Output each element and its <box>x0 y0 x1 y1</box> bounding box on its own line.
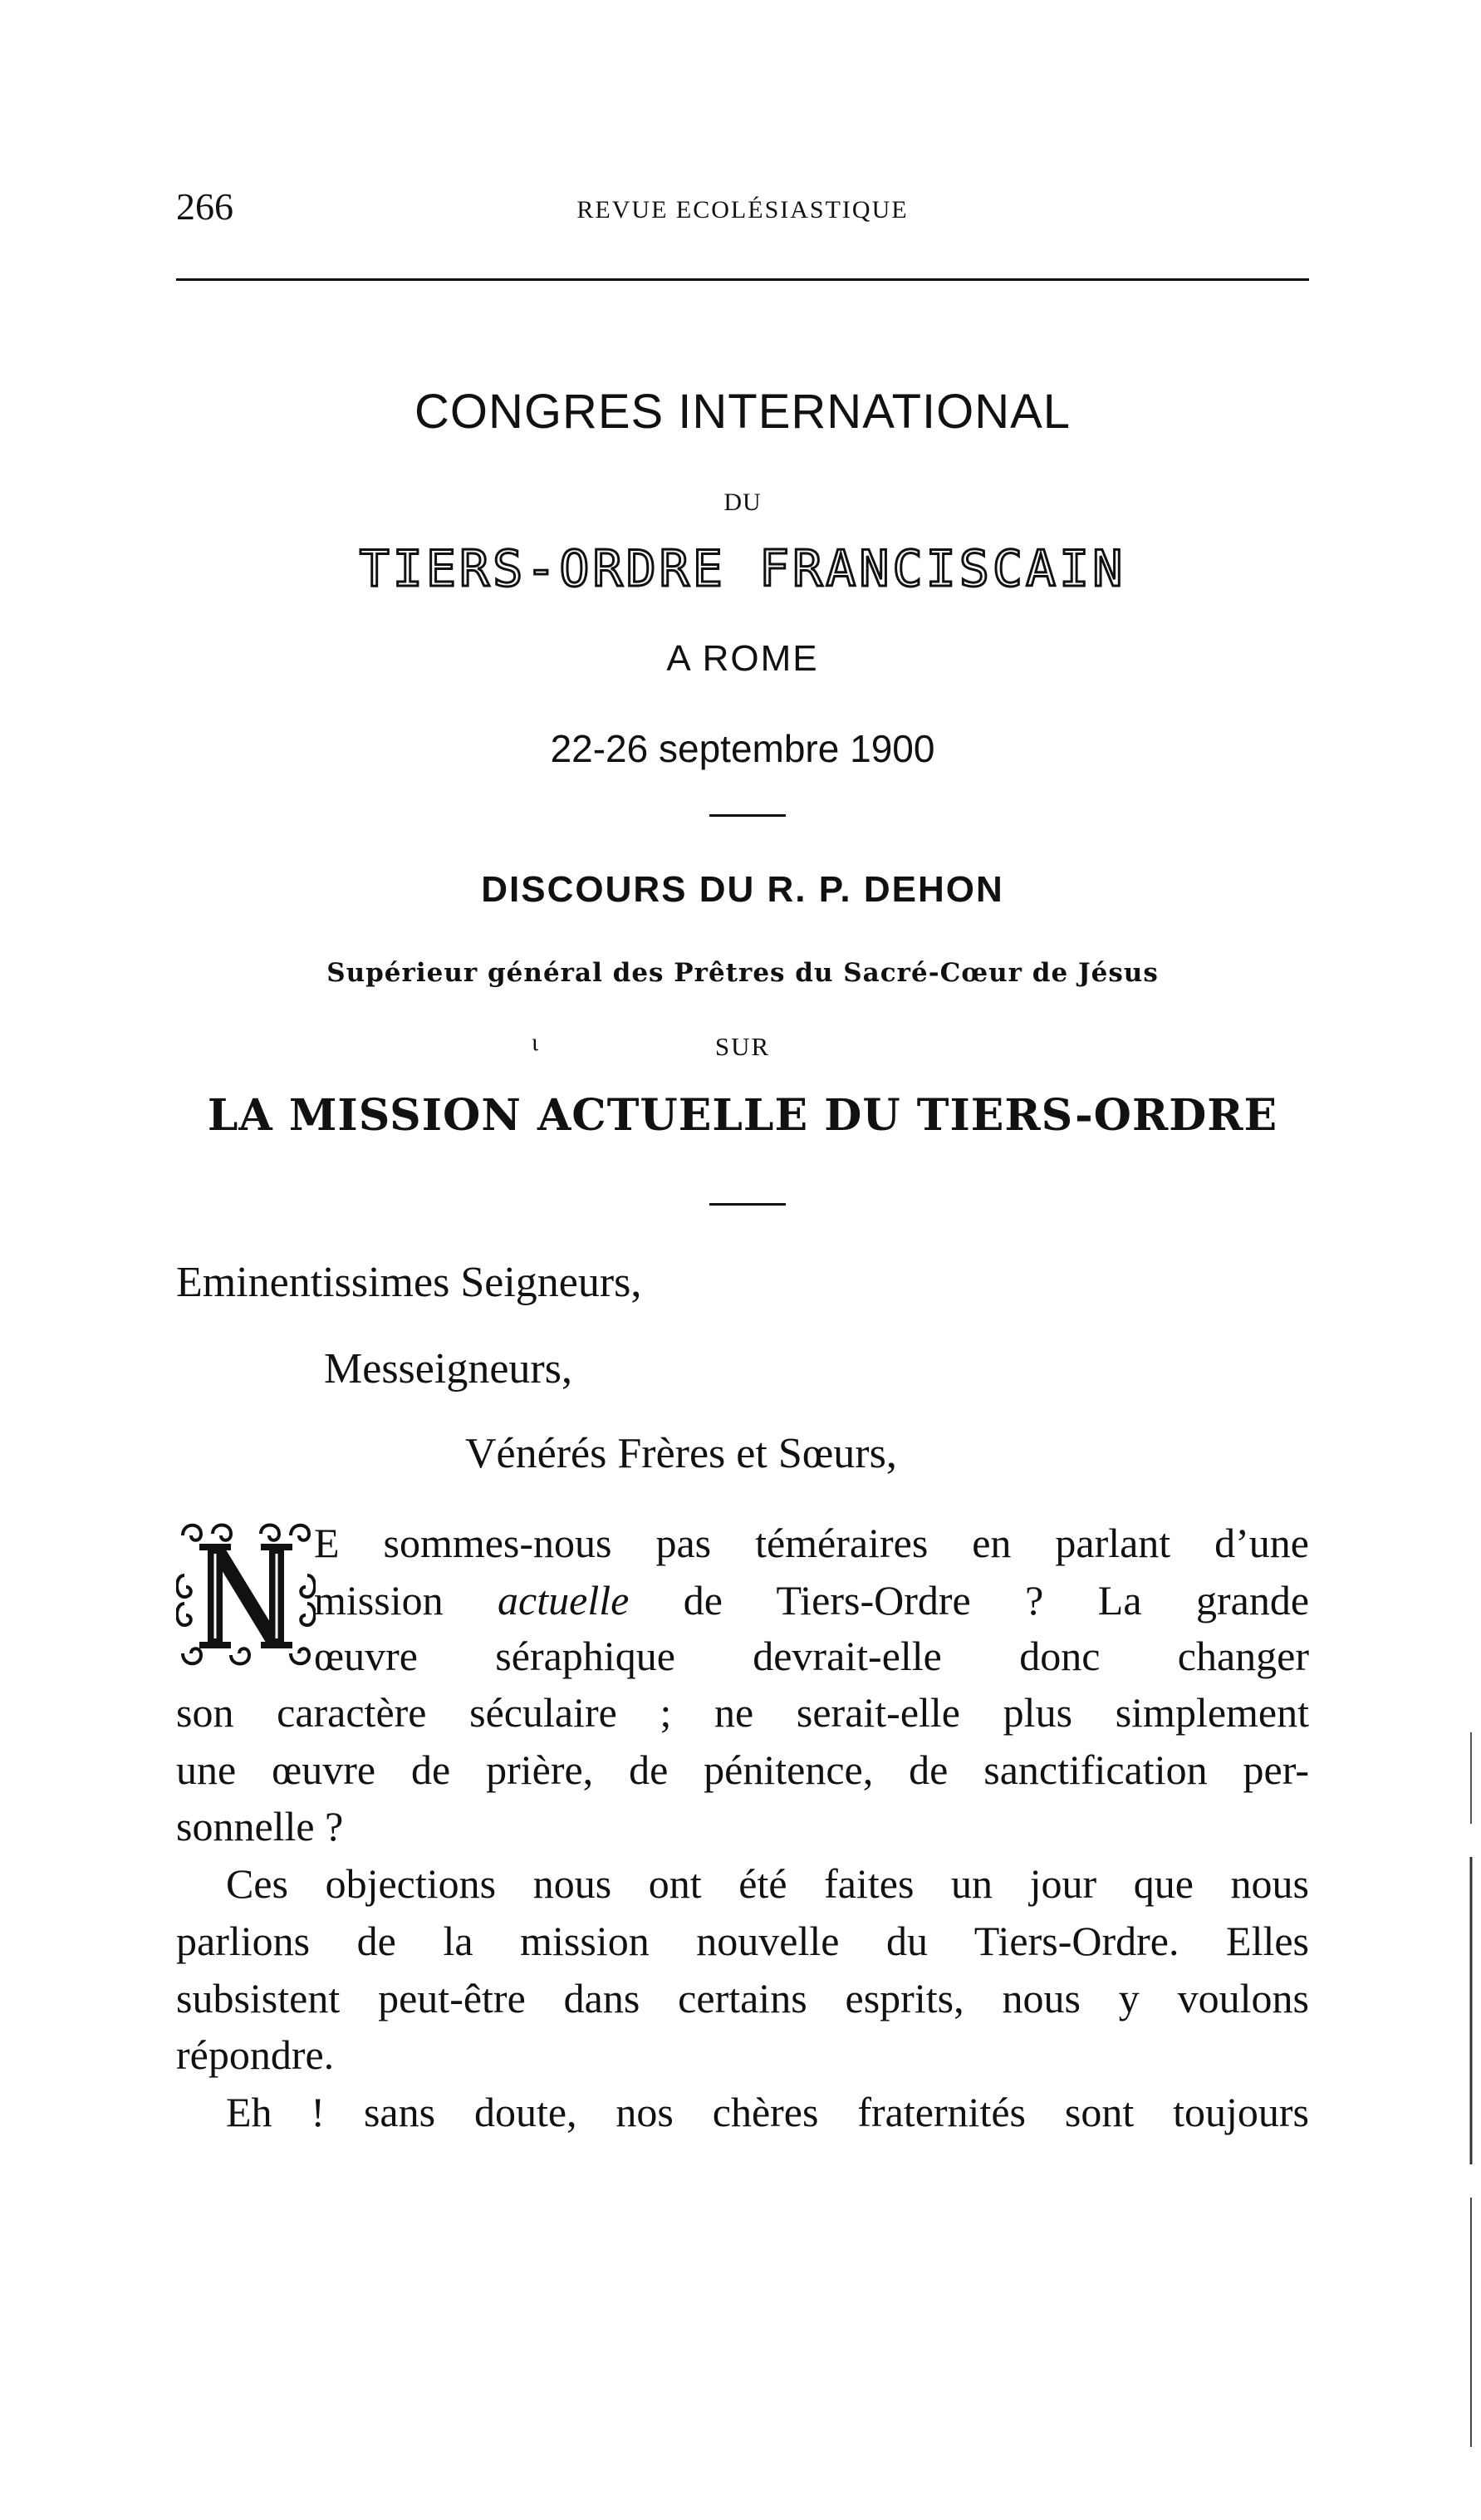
salutation-line: Vénérés Frères et Sœurs, <box>465 1430 897 1477</box>
salutation-line: Messeigneurs, <box>324 1345 572 1393</box>
section-rule <box>709 1203 786 1206</box>
scan-edge-marks <box>1469 1732 1474 2447</box>
title-connector: DU <box>723 489 762 516</box>
body-line: parlions de la mission nouvelle du Tiers-Ordre. Elles <box>176 1918 1309 1964</box>
body-line: Ces objections nous ont été faites un jour que nous <box>226 1860 1309 1907</box>
body-line: œuvre séraphique devrait-elle donc changer <box>314 1633 1309 1679</box>
body-line: une œuvre de prière, de pénitence, de sanctification per- <box>176 1746 1309 1793</box>
author-subtitle: Supérieur général des Prêtres du Sacré-Cœur de Jésus <box>326 958 1159 988</box>
drop-cap-letter <box>176 1517 316 1672</box>
section-rule <box>709 814 786 817</box>
header-rule <box>176 278 1309 281</box>
city-line: A ROME <box>666 638 819 679</box>
body-text: mission <box>314 1577 498 1624</box>
body-line: répondre. <box>176 2031 335 2078</box>
order-name-title: TIERS-ORDRE FRANCISCAIN <box>359 540 1126 598</box>
page-number: 266 <box>176 185 233 228</box>
salutation-line: Eminentissimes Seigneurs, <box>176 1259 642 1306</box>
body-line: subsistent peut-être dans certains esprits, nous y voulons <box>176 1975 1309 2021</box>
running-title: REVUE ECOLÉSIASTIQUE <box>576 196 909 224</box>
stray-mark: ι <box>532 1029 539 1056</box>
body-line: son caractère séculaire ; ne serait-elle plus simplement <box>176 1689 1309 1736</box>
body-line: Eh ! sans doute, nos chères fraternités sont toujours <box>226 2089 1309 2135</box>
title-connector-sur: SUR <box>714 1032 771 1061</box>
mission-title: LA MISSION ACTUELLE DU TIERS-ORDRE <box>207 1090 1278 1141</box>
body-text: de Tiers-Ordre ? La grande <box>629 1577 1310 1624</box>
congress-title: CONGRES INTERNATIONAL <box>414 385 1072 439</box>
body-line <box>314 1573 1309 1628</box>
body-line: sonnelle ? <box>176 1803 344 1849</box>
dates-line: 22-26 septembre 1900 <box>550 727 935 770</box>
ornamental-initial-n-icon <box>176 1517 316 1672</box>
running-head <box>176 184 1309 234</box>
discours-title: DISCOURS DU R. P. DEHON <box>481 869 1004 910</box>
emphasized-word: actuelle <box>498 1577 630 1624</box>
body-line: E sommes-nous pas téméraires en parlant d’une <box>314 1520 1309 1566</box>
